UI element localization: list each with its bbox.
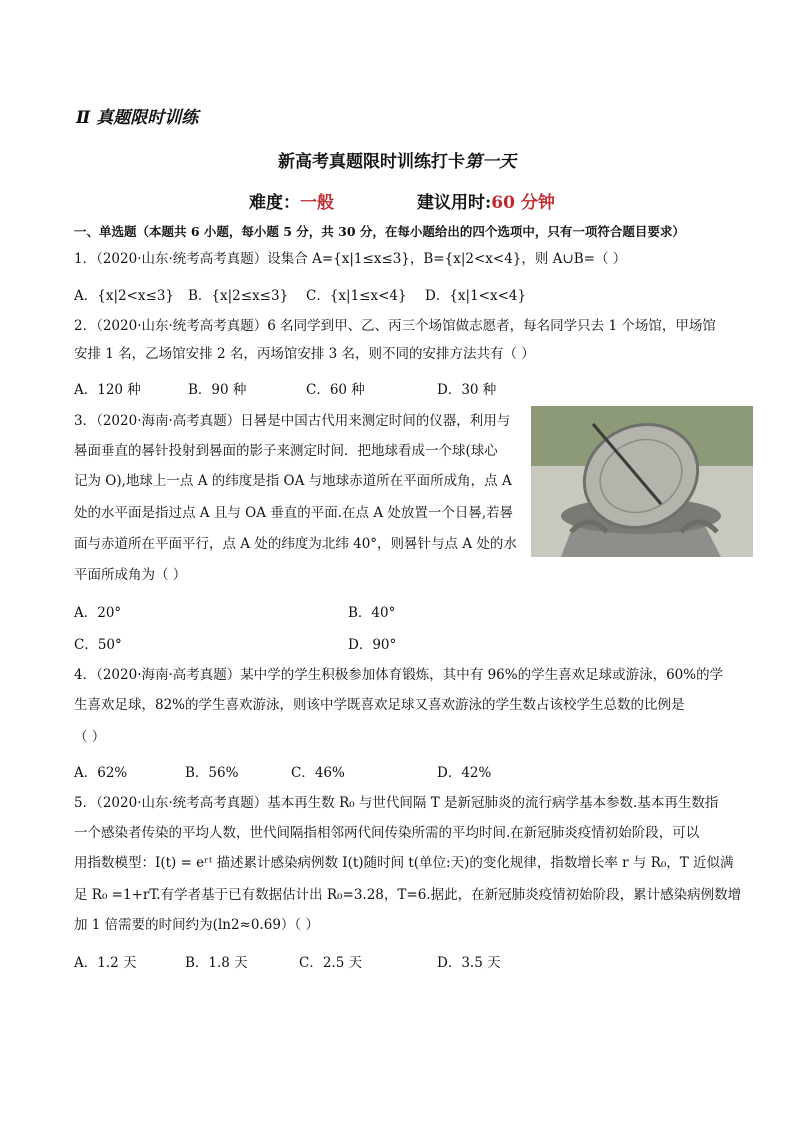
question-3-line-1: 3．（2020·海南·高考真题）日晷是中国古代用来测定时间的仪器，利用与 (74, 413, 511, 429)
q3-option-c: C．50° (74, 637, 122, 653)
sundial-illustration (531, 406, 753, 557)
q1-option-d: D．{x|1<x<4} (425, 288, 527, 304)
question-3-line-5: 面与赤道所在平面平行，点 A 处的纬度为北纬 40°，则晷针与点 A 处的水 (74, 536, 517, 552)
question-5-line-2: 一个感染者传染的平均人数，世代间隔指相邻两代间传染所需的平均时间.在新冠肺炎疫情初始阶段，可以 (74, 825, 700, 841)
q5-option-c: C．2.5 天 (299, 955, 363, 971)
q2-option-b: B．90 种 (188, 382, 247, 398)
q5-option-b: B．1.8 天 (185, 955, 248, 971)
question-5-line-3: 用指数模型：I(t) = eʳᵗ 描述累计感染病例数 I(t)随时间 t(单位:天)的变化规律，指数增长率 r 与 R₀，T 近似满 (74, 855, 734, 871)
section-heading: Ⅱ 真题限时训练 (76, 108, 199, 128)
q5-option-d: D．3.5 天 (437, 955, 501, 971)
question-4-line-2: 生喜欢足球，82%的学生喜欢游泳，则该中学既喜欢足球又喜欢游泳的学生数占该校学生总数的比例是 (74, 697, 685, 713)
title-day: 第一天 (465, 152, 516, 172)
title-main: 新高考真题限时训练打卡 (278, 152, 465, 172)
sundial-photo (531, 406, 753, 557)
difficulty (249, 188, 334, 213)
q3-option-a: A．20° (74, 605, 122, 621)
q3-option-d: D．90° (348, 637, 397, 653)
q1-option-b: B．{x|2≤x≤3} (188, 288, 289, 304)
q5-option-a: A．1.2 天 (74, 955, 137, 971)
question-3-line-2: 晷面垂直的晷针投射到晷面的影子来测定时间．把地球看成一个球(球心 (74, 443, 498, 459)
question-4-line-1: 4．（2020·海南·高考真题）某中学的学生积极参加体育锻炼，其中有 96%的学生喜欢足球或游泳，60%的学 (74, 667, 724, 683)
question-5-line-1: 5．（2020·山东·统考高考真题）基本再生数 R₀ 与世代间隔 T 是新冠肺炎的流行病学基本参数.基本再生数指 (74, 795, 719, 811)
question-3-line-4: 处的水平面是指过点 A 且与 OA 垂直的平面.在点 A 处放置一个日晷,若晷 (74, 505, 514, 521)
q4-option-a: A．62% (74, 765, 128, 781)
question-3-line-6: 平面所成角为（ ） (74, 567, 187, 583)
difficulty-value: 一般 (300, 193, 334, 213)
question-1-stem: 1．（2020·山东·统考高考真题）设集合 A={x|1≤x≤3}，B={x|2<x<4}，则 A∪B=（ ） (74, 251, 627, 267)
question-3-line-3: 记为 O),地球上一点 A 的纬度是指 OA 与地球赤道所在平面所成角，点 A (74, 473, 512, 489)
question-2-line-2: 安排 1 名，乙场馆安排 2 名，丙场馆安排 3 名，则不同的安排方法共有（ ） (74, 346, 535, 362)
question-5-line-5: 加 1 倍需要的时间约为(ln2≈0.69）（ ） (74, 917, 319, 933)
q4-option-b: B．56% (185, 765, 239, 781)
difficulty-label: 难度： (249, 193, 300, 213)
q1-option-a: A．{x|2<x≤3} (74, 288, 175, 304)
q2-option-c: C．60 种 (306, 382, 365, 398)
q1-option-c: C．{x|1≤x<4} (306, 288, 407, 304)
q3-option-b: B．40° (348, 605, 396, 621)
part-heading: 一、单选题（本题共 6 小题，每小题 5 分，共 30 分，在每小题给出的四个选项中，只有一项符合题目要求） (74, 224, 685, 239)
suggested-time (417, 188, 555, 213)
q2-option-d: D．30 种 (437, 382, 497, 398)
page-title (0, 147, 794, 172)
time-value: 60 分钟 (491, 193, 555, 213)
question-5-line-4: 足 R₀ =1+rT.有学者基于已有数据估计出 R₀=3.28，T=6.据此，在新冠肺炎疫情初始阶段，累计感染病例数增 (74, 887, 742, 903)
question-4-line-3: （ ） (74, 729, 106, 745)
q4-option-c: C．46% (291, 765, 345, 781)
q2-option-a: A．120 种 (74, 382, 141, 398)
time-label: 建议用时: (417, 193, 492, 213)
question-2-line-1: 2．（2020·山东·统考高考真题）6 名同学到甲、乙、丙三个场馆做志愿者，每名同学只去 1 个场馆，甲场馆 (74, 318, 716, 334)
q4-option-d: D．42% (437, 765, 492, 781)
